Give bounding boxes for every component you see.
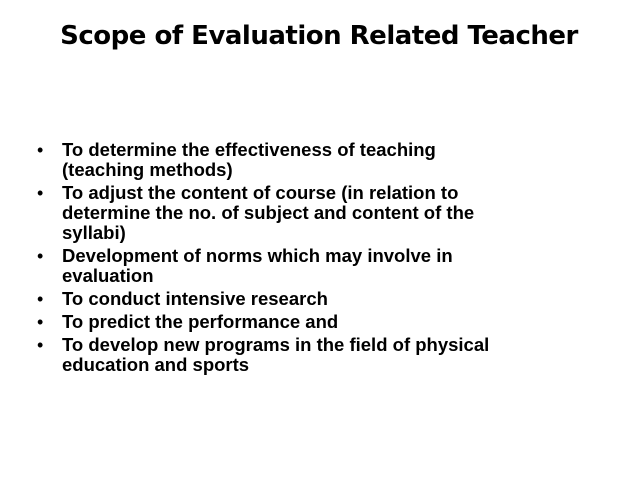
bullet-item: [0, 140, 638, 180]
bullet-line: education and sports: [62, 354, 250, 375]
bullet-text: [62, 183, 598, 243]
bullet-text: [62, 335, 598, 375]
bullet-marker: •: [37, 312, 44, 332]
bullet-text: [62, 312, 598, 332]
bullet-line: To develop new programs in the field of physical: [62, 334, 490, 355]
bullet-marker: •: [37, 140, 44, 160]
bullet-line: To conduct intensive research: [62, 288, 328, 309]
slide-title: Scope of Evaluation Related Teacher: [60, 21, 578, 51]
bullet-item: [0, 289, 638, 309]
bullet-marker: •: [37, 183, 44, 203]
bullet-line: determine the no. of subject and content of the: [62, 202, 475, 223]
bullet-text: [62, 289, 598, 309]
bullet-text: [62, 246, 598, 286]
bullet-marker: •: [37, 246, 44, 266]
bullet-marker: •: [37, 335, 44, 355]
bullet-line: evaluation: [62, 265, 154, 286]
bullet-line: To determine the effectiveness of teaching: [62, 139, 436, 160]
bullet-line: syllabi): [62, 222, 126, 243]
bullet-item: [0, 335, 638, 375]
bullet-marker: •: [37, 289, 44, 309]
bullet-line: Development of norms which may involve in: [62, 245, 453, 266]
bullet-item: [0, 183, 638, 243]
bullet-line: (teaching methods): [62, 159, 233, 180]
bullet-text: [62, 140, 598, 180]
bullet-item: [0, 312, 638, 332]
bullet-list: [0, 140, 638, 378]
bullet-line: To predict the performance and: [62, 311, 339, 332]
bullet-line: To adjust the content of course (in relation to: [62, 182, 459, 203]
bullet-item: [0, 246, 638, 286]
